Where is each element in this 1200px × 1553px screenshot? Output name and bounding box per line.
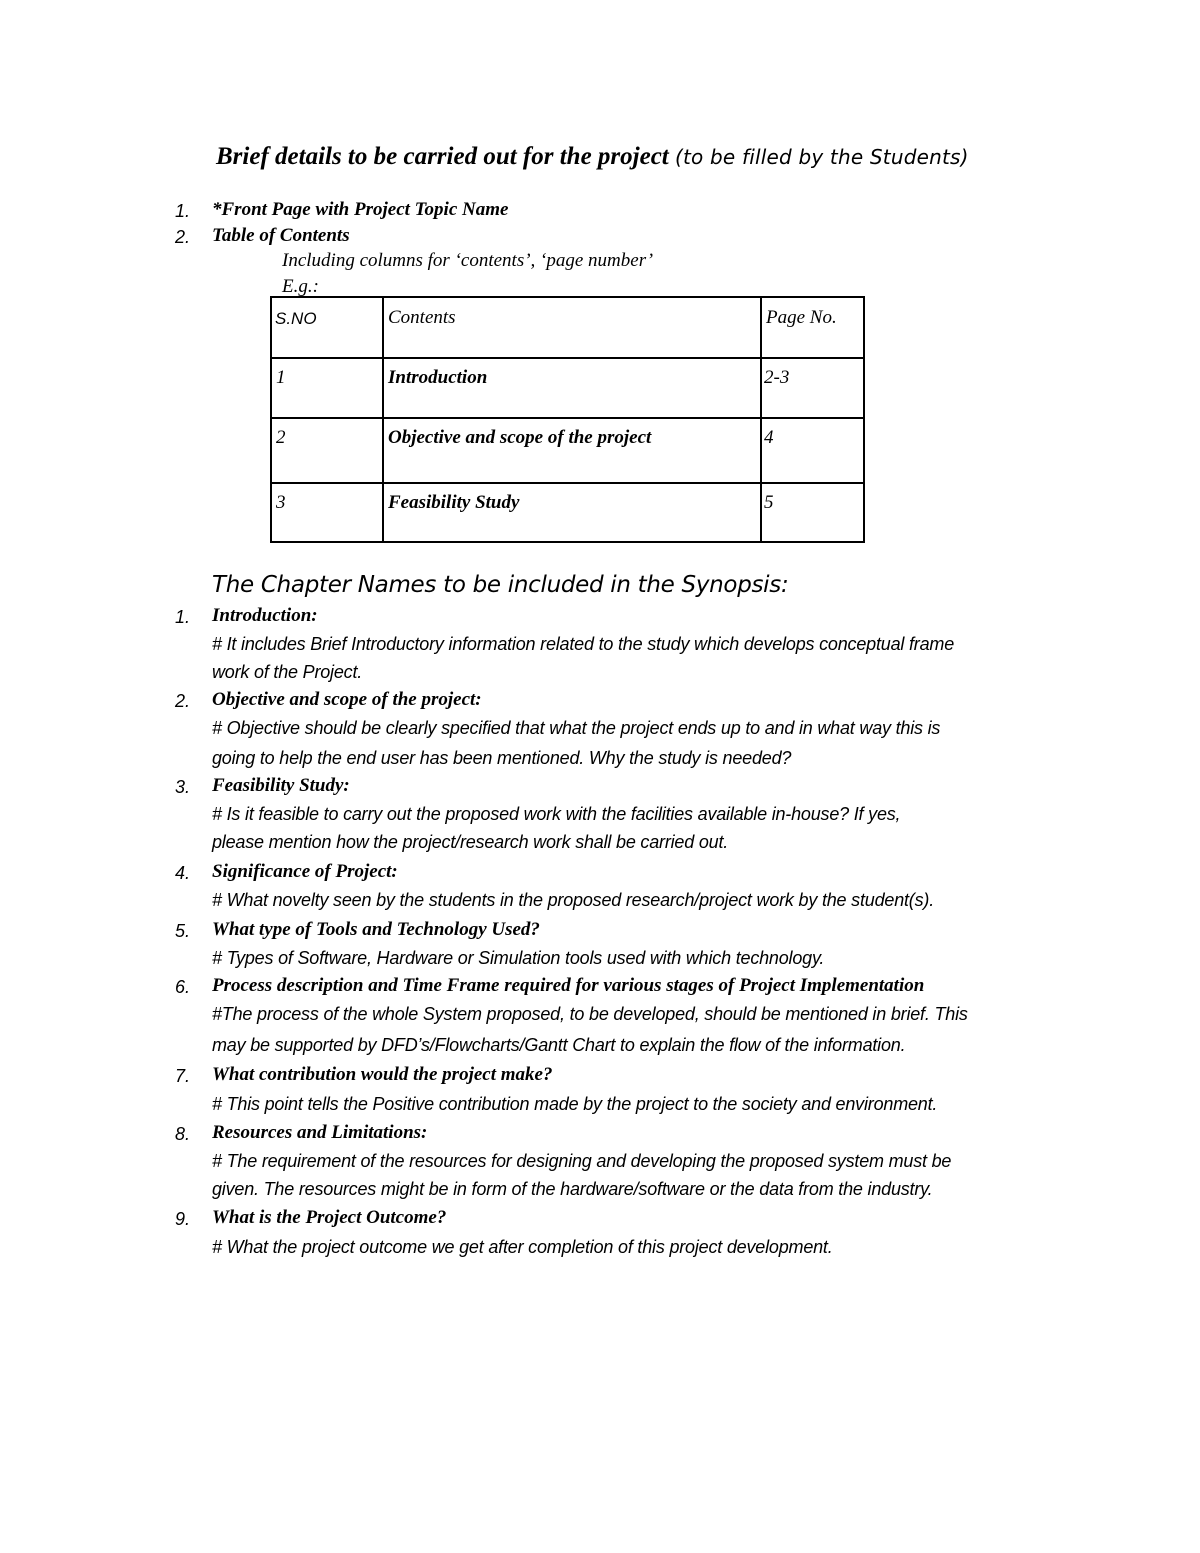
toc-header-sno: S.NO	[275, 309, 317, 328]
top-list-number: 1.	[175, 201, 191, 221]
table-divider	[760, 298, 762, 541]
chapter-description: please mention how the project/research work shall be carried out.	[212, 832, 729, 852]
page-title-main: Brief details to be carried out for the project	[216, 143, 669, 170]
toc-header-page: Page No.	[766, 307, 837, 328]
chapter-number: 5.	[175, 921, 191, 941]
chapter-title-objective: Objective and scope of the project:	[212, 689, 482, 710]
chapter-number: 9.	[175, 1209, 191, 1229]
toc-table	[270, 296, 865, 543]
chapter-description: given. The resources might be in form of the hardware/software or the data from the industry.	[212, 1179, 933, 1199]
toc-header-contents: Contents	[388, 307, 456, 328]
toc-note-example: E.g.:	[282, 276, 319, 297]
chapter-heading: The Chapter Names to be included in the Synopsis:	[212, 572, 789, 598]
toc-row-sno: 2	[276, 427, 286, 448]
chapter-number: 2.	[175, 691, 191, 711]
toc-row-content: Feasibility Study	[388, 492, 520, 513]
chapter-title-significance: Significance of Project:	[212, 861, 398, 882]
chapter-title-introduction: Introduction:	[212, 605, 318, 626]
chapter-title-feasibility: Feasibility Study:	[212, 775, 350, 796]
chapter-number: 6.	[175, 977, 191, 997]
top-list-number: 2.	[175, 227, 191, 247]
chapter-description: # Objective should be clearly specified that what the project ends up to and in what way this is	[212, 718, 941, 738]
toc-row-page: 2-3	[764, 367, 790, 388]
toc-row-sno: 3	[276, 492, 286, 513]
chapter-description: # Types of Software, Hardware or Simulation tools used with which technology.	[212, 948, 825, 968]
chapter-description: # What novelty seen by the students in the proposed research/project work by the student(s).	[212, 890, 934, 910]
chapter-title-process: Process description and Time Frame required for various stages of Project Implementation	[212, 975, 925, 996]
page-title	[216, 143, 969, 171]
top-list-item-table-of-contents: Table of Contents	[212, 225, 350, 246]
chapter-description: # What the project outcome we get after completion of this project development.	[212, 1237, 833, 1257]
toc-row-content: Objective and scope of the project	[388, 427, 652, 448]
chapter-description: work of the Project.	[212, 662, 363, 682]
chapter-title-tools: What type of Tools and Technology Used?	[212, 919, 540, 940]
chapter-number: 4.	[175, 863, 191, 883]
table-divider	[382, 298, 384, 541]
chapter-title-outcome: What is the Project Outcome?	[212, 1207, 447, 1228]
chapter-number: 8.	[175, 1124, 191, 1144]
chapter-description: going to help the end user has been mentioned. Why the study is needed?	[212, 748, 792, 768]
toc-row-sno: 1	[276, 367, 286, 388]
chapter-number: 7.	[175, 1066, 191, 1086]
toc-note-columns: Including columns for ‘contents’, ‘page number’	[282, 250, 654, 271]
top-list-item-front-page: *Front Page with Project Topic Name	[212, 199, 509, 220]
chapter-title-contribution: What contribution would the project make?	[212, 1064, 553, 1085]
chapter-description: may be supported by DFD’s/Flowcharts/Gantt Chart to explain the flow of the information.	[212, 1035, 906, 1055]
page-title-note: (to be filled by the Students)	[674, 145, 969, 169]
toc-row-content: Introduction	[388, 367, 488, 388]
chapter-description: # This point tells the Positive contribution made by the project to the society and environment.	[212, 1094, 938, 1114]
table-divider	[272, 482, 863, 484]
toc-row-page: 4	[764, 427, 774, 448]
chapter-description: # It includes Brief Introductory information related to the study which develops conceptual frame	[212, 634, 955, 654]
chapter-description: # The requirement of the resources for designing and developing the proposed system must be	[212, 1151, 952, 1171]
chapter-number: 1.	[175, 607, 191, 627]
chapter-title-resources: Resources and Limitations:	[212, 1122, 428, 1143]
table-divider	[272, 357, 863, 359]
toc-row-page: 5	[764, 492, 774, 513]
table-divider	[272, 417, 863, 419]
chapter-number: 3.	[175, 777, 191, 797]
chapter-description: # Is it feasible to carry out the proposed work with the facilities available in-house? If yes,	[212, 804, 901, 824]
chapter-description: #The process of the whole System proposed, to be developed, should be mentioned in brief. This	[212, 1004, 968, 1024]
